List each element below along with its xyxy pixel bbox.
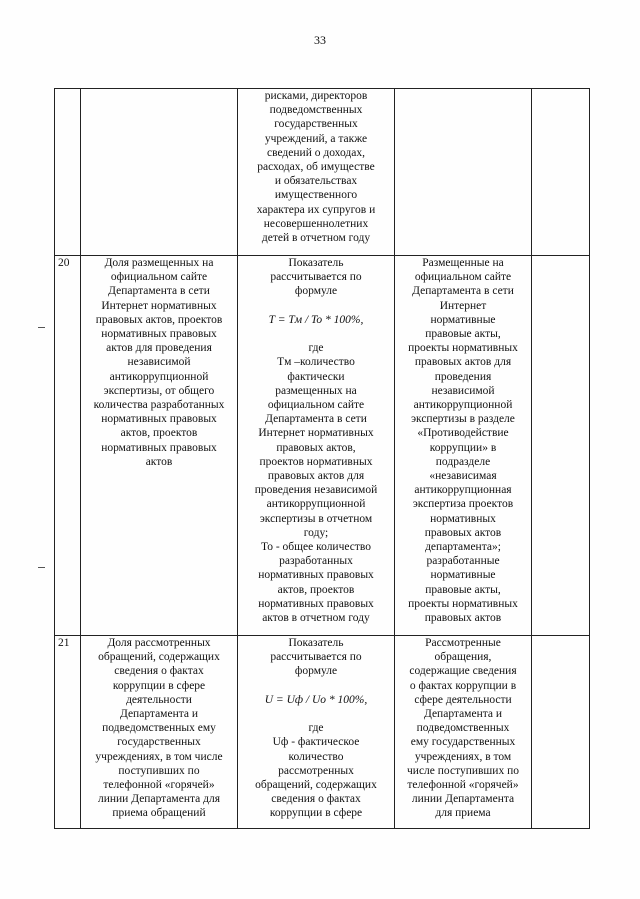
calc-line: рассчитывается по: [270, 271, 362, 284]
calc-line: и обязательствах: [274, 175, 358, 188]
blank-line: [240, 707, 392, 721]
row-number: 21: [58, 637, 70, 649]
value-cell: [532, 89, 590, 256]
calc-line: актов, проектов: [277, 583, 355, 596]
calc-line: правовых актов,: [276, 441, 356, 454]
value-cell: [532, 256, 590, 636]
indicator-cell: [81, 256, 238, 636]
table-row-21: [55, 636, 590, 829]
calc-line: Tм –количество: [277, 356, 355, 369]
value-cell: [532, 636, 590, 829]
calc-line: детей в отчетном году: [261, 232, 371, 245]
indicator-line: нормативных правовых: [101, 441, 217, 454]
calc-line: экспертизы в отчетном: [259, 512, 373, 525]
calc-line: Показатель: [288, 637, 344, 649]
calc-line: фактически: [287, 370, 345, 383]
source-line: Размещенные на: [422, 257, 504, 269]
source-line: обращения,: [434, 651, 492, 664]
indicator-line: линии Департамента для: [97, 793, 220, 806]
calc-line: рассчитывается по: [270, 651, 362, 664]
source-line: правовых актов для: [414, 356, 512, 369]
indicator-line: нормативных правовых: [101, 413, 217, 426]
calc-line: подведомственных: [269, 104, 363, 117]
source-line: Департамента в сети: [412, 285, 514, 298]
indicator-line: телефонной «горячей»: [103, 779, 215, 792]
formula: T = Tм / To * 100%,: [268, 313, 364, 326]
source-line: для приема: [435, 807, 491, 820]
row-number: 20: [58, 257, 70, 269]
source-line: правовых актов: [424, 612, 502, 625]
indicator-cell: [81, 636, 238, 829]
calc-line: проектов нормативных: [259, 455, 373, 468]
indicator-line: количества разработанных: [93, 399, 225, 412]
indicator-line: правовых актов, проектов: [95, 313, 223, 326]
calc-line: To - общее количество: [261, 541, 371, 554]
indicator-cell: [81, 89, 238, 256]
margin-mark: [38, 327, 45, 328]
source-line: независимой: [431, 384, 495, 397]
source-line: о фактах коррупции в: [409, 679, 517, 692]
calc-line: нормативных правовых: [258, 569, 374, 582]
calc-line: Интернет нормативных: [258, 427, 374, 440]
indicator-line: сведения о фактах: [114, 665, 204, 678]
indicator-line: деятельности: [126, 693, 192, 706]
calc-line: имущественного: [274, 189, 358, 202]
calc-line: государственных: [274, 118, 358, 131]
indicator-line: независимой: [127, 356, 191, 369]
source-line: «Противодействие: [417, 427, 509, 440]
calc-line: формуле: [294, 665, 338, 678]
indicator-line: актов для проведения: [106, 342, 212, 355]
indicators-table: [54, 88, 590, 829]
row-number-cell: [55, 256, 81, 636]
source-line: нормативные: [430, 313, 496, 326]
formula: U = Uф / Uо * 100%,: [264, 693, 368, 706]
source-line: содержащие сведения: [409, 665, 517, 678]
source-line: антикоррупционная: [414, 484, 512, 497]
calc-line: коррупции в сфере: [269, 807, 363, 820]
indicator-line: нормативных правовых: [101, 328, 217, 341]
source-cell: [395, 256, 532, 636]
calc-line: Департамента в сети: [265, 413, 367, 426]
indicator-line: Департамента в сети: [108, 285, 210, 298]
source-line: Рассмотренные: [425, 637, 501, 649]
row-number-cell: [55, 636, 81, 829]
calculation-cell: [238, 89, 395, 256]
row-number-cell: [55, 89, 81, 256]
source-line: Департамента и: [423, 708, 503, 721]
indicator-line: антикоррупционной: [109, 370, 209, 383]
source-line: правовых актов: [424, 526, 502, 539]
calculation-cell: [238, 256, 395, 636]
source-line: телефонной «горячей»: [407, 779, 519, 792]
blank-line: [240, 299, 392, 313]
source-line: разработанные: [426, 555, 500, 568]
indicator-line: обращений, содержащих: [98, 651, 220, 664]
calc-line: расходах, об имуществе: [257, 161, 375, 174]
calc-line: характера их супругов и: [256, 203, 376, 216]
source-line: Интернет: [439, 299, 487, 312]
calc-line: нормативных правовых: [258, 597, 374, 610]
calc-where: где: [308, 722, 324, 735]
source-line: сфере деятельности: [414, 693, 512, 706]
indicator-line: коррупции в сфере: [112, 679, 206, 692]
calc-line: формуле: [294, 285, 338, 298]
source-line: правовые акты,: [425, 583, 501, 596]
source-line: антикоррупционной: [413, 399, 513, 412]
source-line: числе поступивших по: [407, 764, 519, 777]
indicator-line: экспертизы, от общего: [103, 384, 215, 397]
source-cell: [395, 636, 532, 829]
calc-line: разработанных: [279, 555, 353, 568]
source-line: ему государственных: [410, 736, 516, 749]
indicator-line: приема обращений: [112, 807, 206, 820]
calc-line: Uф - фактическое: [272, 736, 360, 749]
source-line: экспертиза проектов: [412, 498, 514, 511]
source-line: нормативных: [430, 512, 496, 525]
calc-line: рисками, директоров: [264, 90, 368, 102]
calc-line: антикоррупционной: [266, 498, 366, 511]
source-line: подразделе: [435, 455, 491, 468]
table-row-20: [55, 256, 590, 636]
calc-line: несовершеннолетних: [263, 217, 369, 230]
calc-line: учреждений, а также: [264, 132, 368, 145]
source-line: «независимая: [429, 470, 497, 483]
indicator-line: Департамента и: [119, 708, 199, 721]
indicator-line: официальном сайте: [110, 271, 208, 284]
calc-line: правовых актов для: [267, 470, 365, 483]
margin-mark: [38, 567, 45, 568]
indicator-line: государственных: [117, 736, 201, 749]
source-cell: [395, 89, 532, 256]
blank-line: [240, 327, 392, 341]
indicator-line: поступивших по: [118, 764, 200, 777]
calc-line: Показатель: [288, 257, 344, 269]
table-row-continuation: [55, 89, 590, 256]
indicator-line: актов, проектов: [120, 427, 198, 440]
calc-line: размещенных на: [275, 384, 357, 397]
calc-line: количество: [288, 750, 344, 763]
calc-line: актов в отчетном году: [262, 612, 370, 625]
blank-line: [240, 679, 392, 693]
calc-line: рассмотренных: [278, 764, 354, 777]
source-line: правовые акты,: [425, 328, 501, 341]
calc-line: сведения о фактах: [271, 793, 361, 806]
indicator-line: подведомственных ему: [102, 722, 216, 735]
source-line: проекты нормативных: [408, 597, 518, 610]
source-line: экспертизы в разделе: [411, 413, 515, 426]
page-number: 33: [314, 33, 326, 47]
source-line: коррупции» в: [429, 441, 497, 454]
calculation-cell: [238, 636, 395, 829]
calc-where: где: [308, 342, 324, 355]
calc-line: обращений, содержащих: [255, 779, 377, 791]
indicator-line: актов: [145, 455, 173, 468]
calc-line: проведения независимой: [254, 484, 378, 497]
calc-line: году;: [303, 526, 329, 539]
calc-line: сведений о доходах,: [267, 146, 365, 159]
source-line: проведения: [434, 370, 492, 383]
source-line: учреждениях, в том: [414, 750, 512, 763]
source-line: нормативные: [430, 569, 496, 582]
indicator-line: Интернет нормативных: [101, 299, 217, 312]
source-line: проекты нормативных: [408, 342, 518, 355]
indicator-line: Доля рассмотренных: [107, 637, 211, 649]
source-line: линии Департамента: [411, 793, 515, 806]
source-line: департамента»;: [425, 541, 501, 554]
source-line: официальном сайте: [414, 271, 512, 284]
source-line: подведомственных: [416, 722, 510, 735]
calc-line: официальном сайте: [267, 399, 365, 411]
indicator-line: учреждениях, в том числе: [95, 750, 223, 763]
indicator-line: Доля размещенных на: [104, 257, 214, 269]
